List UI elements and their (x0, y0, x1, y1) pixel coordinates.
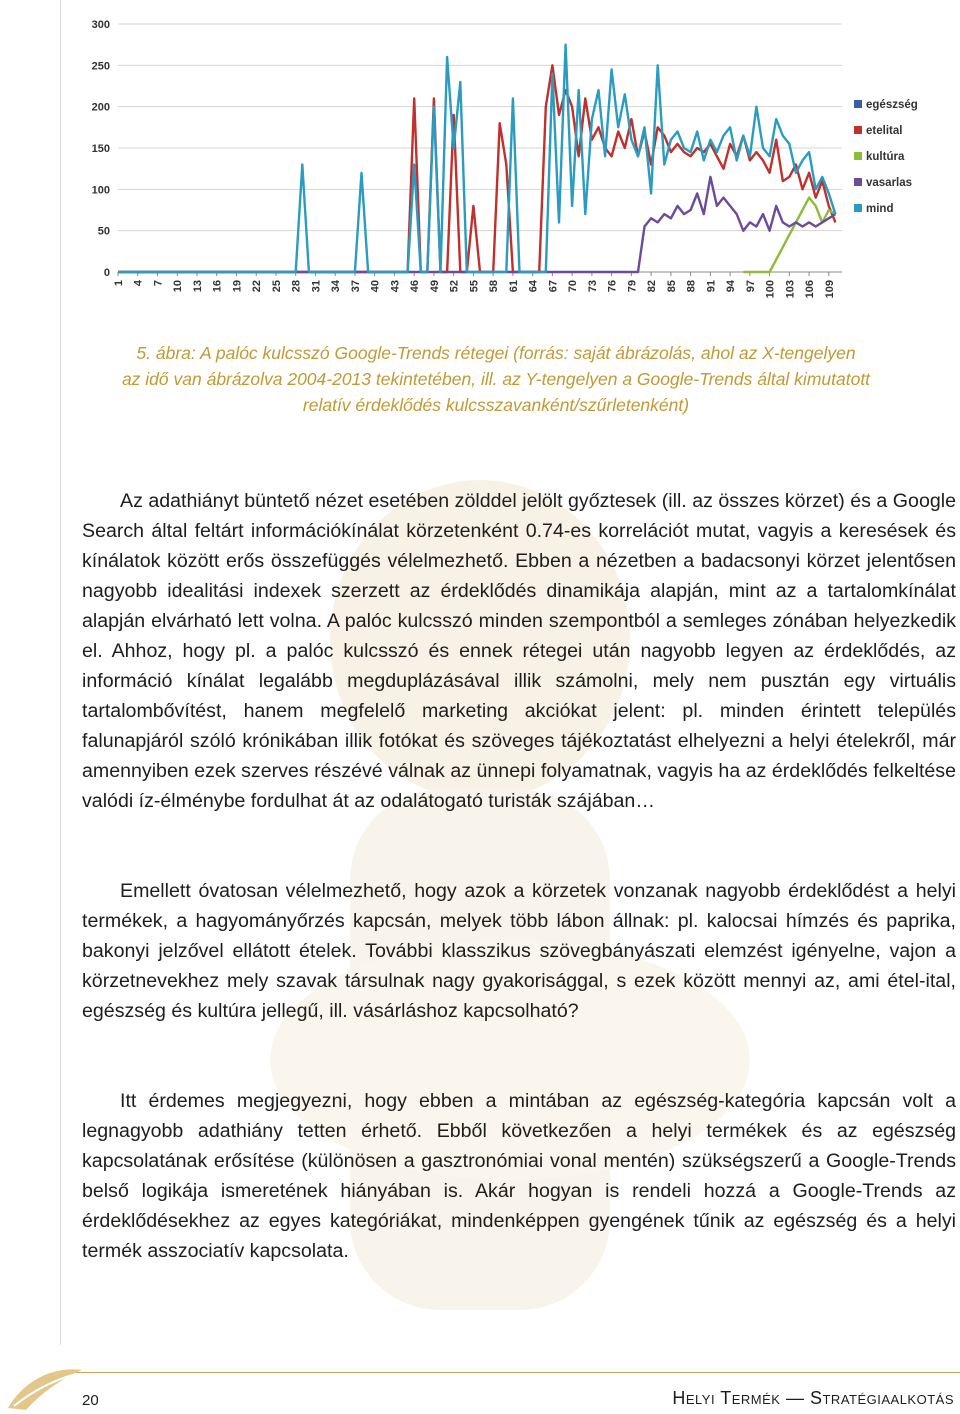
x-tick-label: 19 (231, 280, 244, 293)
series-line-etelital (118, 65, 835, 272)
page-number: 20 (82, 1392, 99, 1409)
x-tick-label: 40 (369, 280, 382, 293)
leaf-logo-icon (4, 1360, 84, 1414)
body-paragraph-1 (82, 486, 956, 816)
x-tick-label: 76 (606, 280, 619, 293)
y-tick-label: 100 (91, 184, 110, 197)
x-tick-label: 55 (468, 280, 481, 293)
chart-svg (76, 8, 960, 322)
trends-chart (76, 8, 960, 322)
running-title: Helyi Termék — Stratégiaalkotás (672, 1388, 954, 1408)
x-tick-label: 82 (646, 280, 659, 293)
x-tick-label: 10 (172, 280, 185, 293)
y-tick-label: 150 (91, 143, 110, 155)
y-tick-label: 250 (91, 60, 110, 73)
legend-label: kultúra (866, 151, 905, 163)
paragraph-text: Emellett óvatosan vélelmezhető, hogy azok a körzetek vonzanak nagyobb érdeklődést a helyi termékek, a hagyományőrzés kapcsán, melyek több lábon állnak: pl. kalocsai hímzés és paprika, bakonyi jelzővel ellátott ételek. További klasszikus szövegbányászati elemzést igényelne, vajon a körzetnevekhez mely szavak társulnak nagy gyakorisággal, s ezek között mennyi az, ami étel-ital, egészség és kultúra jellegű, ill. vásárláshoz kapcsolható? (82, 880, 956, 1022)
figure-caption (96, 340, 896, 418)
x-tick-label: 25 (270, 280, 283, 293)
x-tick-label: 97 (744, 280, 757, 293)
caption-line-3: relatív érdeklődés kulcsszavanként/szűrletenként) (302, 395, 690, 415)
body-paragraph-2 (82, 876, 956, 1026)
x-tick-label: 64 (527, 280, 540, 293)
x-tick-label: 7 (152, 280, 165, 287)
x-tick-label: 28 (290, 280, 303, 293)
paragraph-text: Itt érdemes megjegyezni, hogy ebben a mintában az egészség-kategória kapcsán volt a legnagyobb adathiány tetten érhető. Ebből következően a helyi termékek és az egészség kapcsolatának erősítése (különösen a gasztronómiai vonal mentén) szükségszerű a Google-Trends belső logikája ismeretének hiányában is. Akár hogyan is rendeli hozzá a Google-Trends az érdeklődésekhez az egyes kategóriákat, mindenképpen gyengének tűnik az egészség és a helyi termék asszociatív kapcsolata. (82, 1090, 956, 1262)
legend-label: mind (866, 203, 894, 215)
caption-line-2: az idő van ábrázolva 2004-2013 tekintetében, ill. az Y-tengelyen a Google-Trends által kimutatott (121, 369, 871, 389)
y-tick-label: 300 (91, 19, 110, 31)
x-tick-label: 79 (626, 280, 639, 293)
margin-rule (60, 0, 61, 1345)
body-paragraph-3 (82, 1086, 956, 1266)
x-tick-label: 103 (784, 280, 797, 299)
x-tick-label: 58 (488, 280, 501, 293)
legend-swatch (854, 100, 862, 108)
x-tick-label: 100 (764, 280, 777, 299)
x-tick-label: 106 (804, 280, 817, 299)
x-tick-label: 67 (547, 280, 560, 293)
x-tick-label: 1 (113, 280, 125, 287)
x-tick-label: 73 (586, 280, 599, 293)
y-tick-label: 200 (91, 101, 110, 114)
x-tick-label: 94 (725, 280, 738, 293)
legend-swatch (854, 178, 862, 186)
legend-swatch (854, 152, 862, 160)
x-tick-label: 46 (409, 280, 422, 293)
x-tick-label: 91 (705, 280, 718, 293)
x-tick-label: 13 (191, 280, 204, 293)
x-tick-label: 109 (823, 280, 836, 299)
x-tick-label: 22 (251, 280, 264, 293)
legend-label: egészség (866, 99, 918, 111)
paragraph-text: Az adathiányt büntető nézet esetében zölddel jelölt győztesek (ill. az összes körzet) és a Google Search által feltárt információkínálat körzetenként 0.74-es korrelációt mutat, vagyis a keresések és kínálatok között erős összefüggés vélelmezhető. Ebben a nézetben a badacsonyi körzet jelentősen nagyobb idealitási indexek szerzett az érdeklődés dinamikája alapján, mint az a tartalomkínálat alapján elvárható lett volna. A palóc kulcsszó minden szempontból a semleges zónában helyezkedik el. Ahhoz, hogy pl. a palóc kulcsszó és ennek rétegei után nagyobb legyen az érdeklődés, az információ kínálat legalább megduplázásával illik számolni, mely nem pusztán egy virtuális tartalombővítést, hanem megfelelő marketing akciókat jelent: pl. minden érintett település falunapjáról szóló krónikában illik fotókat és szöveges tájékoztatást elhelyezni a helyi ételekről, már amennyiben ezek szerves részévé válnak az ünnepi folyamatnak, vagyis ha az érdeklődés felkeltése valódi íz-élménybe fordulhat át az odalátogató turisták szájában… (82, 490, 956, 812)
x-tick-label: 61 (507, 280, 520, 293)
legend-swatch (854, 204, 862, 212)
legend-label: etelital (866, 125, 903, 137)
y-tick-label: 0 (103, 267, 110, 279)
x-tick-label: 31 (310, 280, 323, 293)
series-line-kultúra (743, 198, 835, 272)
x-tick-label: 4 (132, 280, 145, 287)
x-tick-label: 88 (685, 280, 698, 293)
series-line-vasarlas (118, 177, 835, 272)
footer-rule (60, 1372, 960, 1373)
caption-line-1: 5. ábra: A palóc kulcsszó Google-Trends rétegei (forrás: saját ábrázolás, ahol az X-tengelyen (136, 343, 856, 363)
x-tick-label: 49 (428, 280, 441, 293)
y-tick-label: 50 (97, 225, 110, 238)
legend-swatch (854, 126, 862, 134)
x-tick-label: 43 (389, 280, 402, 293)
x-tick-label: 34 (330, 280, 343, 293)
x-tick-label: 52 (448, 280, 461, 293)
x-tick-label: 16 (211, 280, 224, 293)
x-tick-label: 70 (567, 280, 580, 293)
x-tick-label: 37 (349, 280, 362, 293)
legend-label: vasarlas (866, 177, 913, 189)
x-tick-label: 85 (665, 280, 678, 293)
